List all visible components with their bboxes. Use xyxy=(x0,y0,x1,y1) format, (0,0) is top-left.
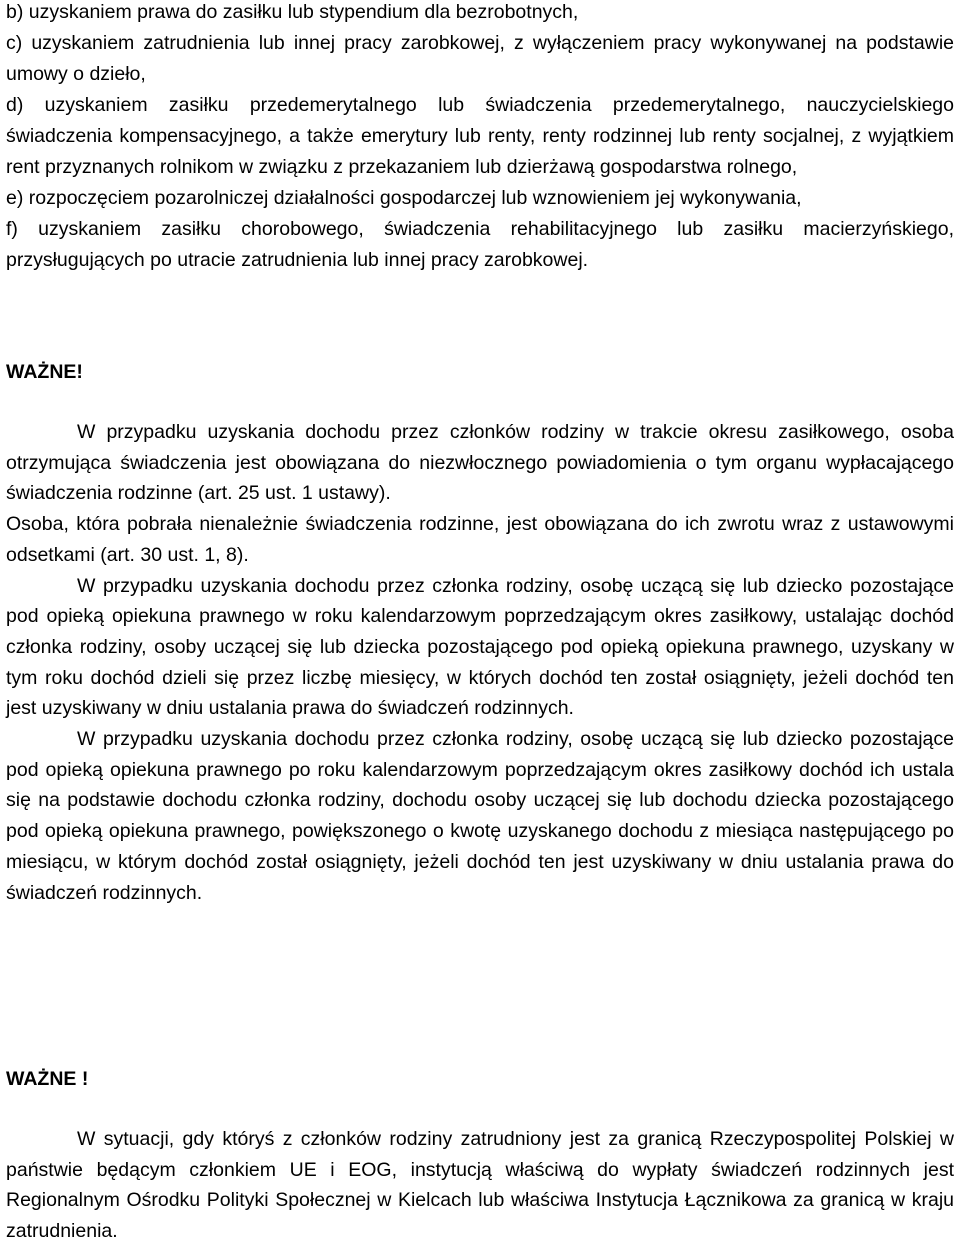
notice1-paragraph-4: W przypadku uzyskania dochodu przez członka rodziny, osobę uczącą się lub dziecko pozostające pod opieką opiekuna prawnego po roku kalendarzowym poprzedzającym okres zasiłkowy dochód ich ustala się na podstawie dochodu członka rodziny, dochodu osoby uczącej się lub dochodu dziecka pozostającego pod opieką opiekuna prawnego, powiększonego o kwotę uzyskanego dochodu z miesiąca następującego po miesiącu, w którym dochód został osiągnięty, jeżeli dochód ten jest uzyskiwany w dniu ustalania prawa do świadczeń rodzinnych. xyxy=(6,728,954,904)
list-item-d: d) uzyskaniem zasiłku przedemerytalnego lub świadczenia przedemerytalnego, nauczycielskiego świadczenia kompensacyjnego, a także emerytury lub renty, renty rodzinnej lub renty socjalnej, z wyjątkiem rent przyznanych rolnikom w związku z przekazaniem lub dzierżawą gospodarstwa rolnego, xyxy=(6,94,954,178)
list-item-b: b) uzyskaniem prawa do zasiłku lub stypendium dla bezrobotnych, xyxy=(6,1,579,23)
notice1-paragraph-1: W przypadku uzyskania dochodu przez członków rodziny w trakcie okresu zasiłkowego, osoba otrzymująca świadczenia jest obowiązana do niezwłocznego powiadomienia o tym organu wypłacającego świadczenia rodzinne (art. 25 ust. 1 ustawy). xyxy=(6,421,954,505)
notice-section-1 xyxy=(6,417,954,908)
list-item-c: c) uzyskaniem zatrudnienia lub innej pracy zarobkowej, z wyłączeniem pracy wykonywanej na podstawie umowy o dzieło, xyxy=(6,32,954,85)
notice-heading-1: WAŻNE! xyxy=(6,361,83,383)
list-item-e: e) rozpoczęciem pozarolniczej działalności gospodarczej lub wznowieniem jej wykonywania, xyxy=(6,187,802,209)
notice1-paragraph-2: Osoba, która pobrała nienależnie świadczenia rodzinne, jest obowiązana do ich zwrotu wraz z ustawowymi odsetkami (art. 30 ust. 1, 8). xyxy=(6,513,954,566)
conditions-list xyxy=(6,0,954,276)
notice-section-2 xyxy=(6,1124,954,1247)
notice-heading-2: WAŻNE ! xyxy=(6,1068,89,1090)
notice1-paragraph-3: W przypadku uzyskania dochodu przez członka rodziny, osobę uczącą się lub dziecko pozostające pod opieką opiekuna prawnego w roku kalendarzowym poprzedzającym okres zasiłkowy, ustalając dochód członka rodziny, osoby uczącej się lub dziecka pozostającego pod opieką opiekuna prawnego, uzyskany w tym roku dochód dzieli się przez liczbę miesięcy, w których dochód ten został osiągnięty, jeżeli dochód ten jest uzyskiwany w dniu ustalania prawa do świadczeń rodzinnych. xyxy=(6,574,954,720)
list-item-f: f) uzyskaniem zasiłku chorobowego, świadczenia rehabilitacyjnego lub zasiłku macierzyńskiego, przysługujących po utracie zatrudnienia lub innej pracy zarobkowej. xyxy=(6,218,954,271)
notice2-paragraph-1: W sytuacji, gdy któryś z członków rodziny zatrudniony jest za granicą Rzeczypospolitej Polskiej w państwie będącym członkiem UE i EOG, instytucją właściwą do wypłaty świadczeń rodzinnych jest Regionalnym Ośrodku Polityki Społecznej w Kielcach lub właściwa Instytucja Łącznikowa za granicą w kraju zatrudnienia. xyxy=(6,1128,954,1243)
